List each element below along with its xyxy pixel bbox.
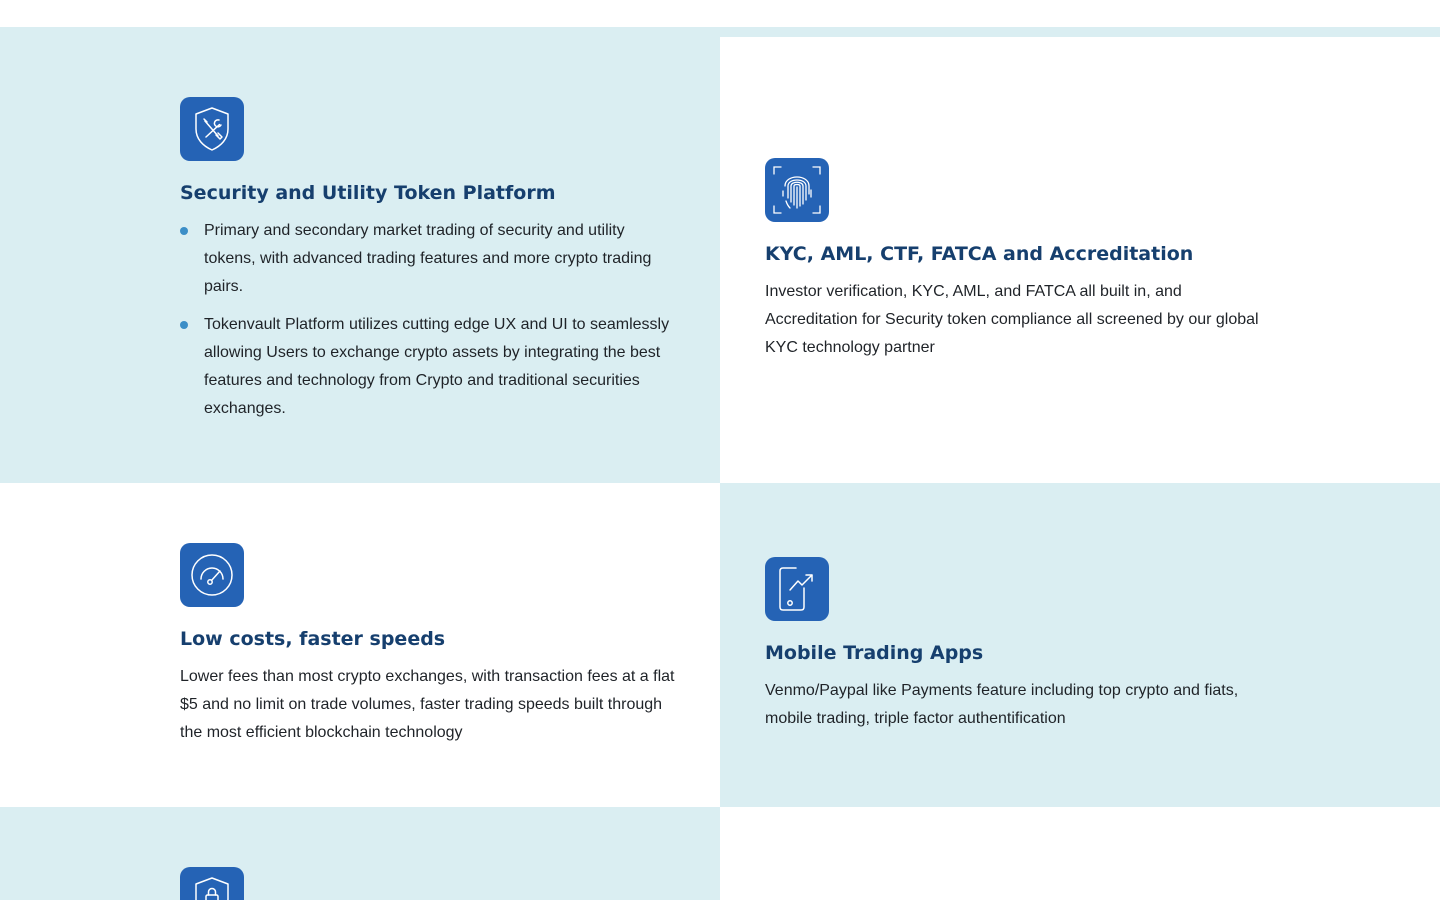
list-item	[180, 311, 680, 423]
fingerprint-scan-icon	[765, 158, 829, 222]
list-item-text: Tokenvault Platform utilizes cutting edge UX and UI to seamlessly allowing Users to exchange crypto assets by integrating the best features and technology from Crypto and traditional securities exchanges.	[204, 316, 670, 417]
bullet-icon	[180, 321, 188, 329]
list-item-text: Primary and secondary market trading of security and utility tokens, with advanced trading features and more crypto trading pairs.	[204, 222, 652, 295]
shield-tools-icon	[180, 97, 244, 161]
list-item	[180, 217, 680, 301]
bullet-icon	[180, 227, 188, 235]
feature-title: KYC, AML, CTF, FATCA and Accreditation	[765, 243, 1194, 265]
feature-kyc-aml	[720, 37, 1440, 483]
feature-bullet-list	[180, 217, 680, 433]
feature-title: Mobile Trading Apps	[765, 642, 984, 664]
feature-next-partial-right	[720, 807, 1440, 900]
feature-security-token-platform	[0, 37, 720, 483]
feature-mobile-trading	[720, 483, 1440, 807]
feature-description: Lower fees than most crypto exchanges, with transaction fees at a flat $5 and no limit on trade volumes, faster trading speeds built through the most efficient blockchain technology	[180, 668, 675, 741]
speedometer-icon	[180, 543, 244, 607]
feature-description: Investor verification, KYC, AML, and FATCA all built in, and Accreditation for Security token compliance all screened by our global KYC technology partner	[765, 283, 1259, 356]
shield-lock-icon	[180, 867, 244, 900]
feature-next-partial	[0, 807, 720, 900]
feature-title: Low costs, faster speeds	[180, 628, 446, 650]
top-band	[0, 27, 1440, 37]
feature-description: Venmo/Paypal like Payments feature including top crypto and fiats, mobile trading, triple factor authentification	[765, 682, 1239, 727]
feature-title: Security and Utility Token Platform	[180, 182, 556, 204]
feature-low-costs	[0, 483, 720, 807]
mobile-chart-icon	[765, 557, 829, 621]
